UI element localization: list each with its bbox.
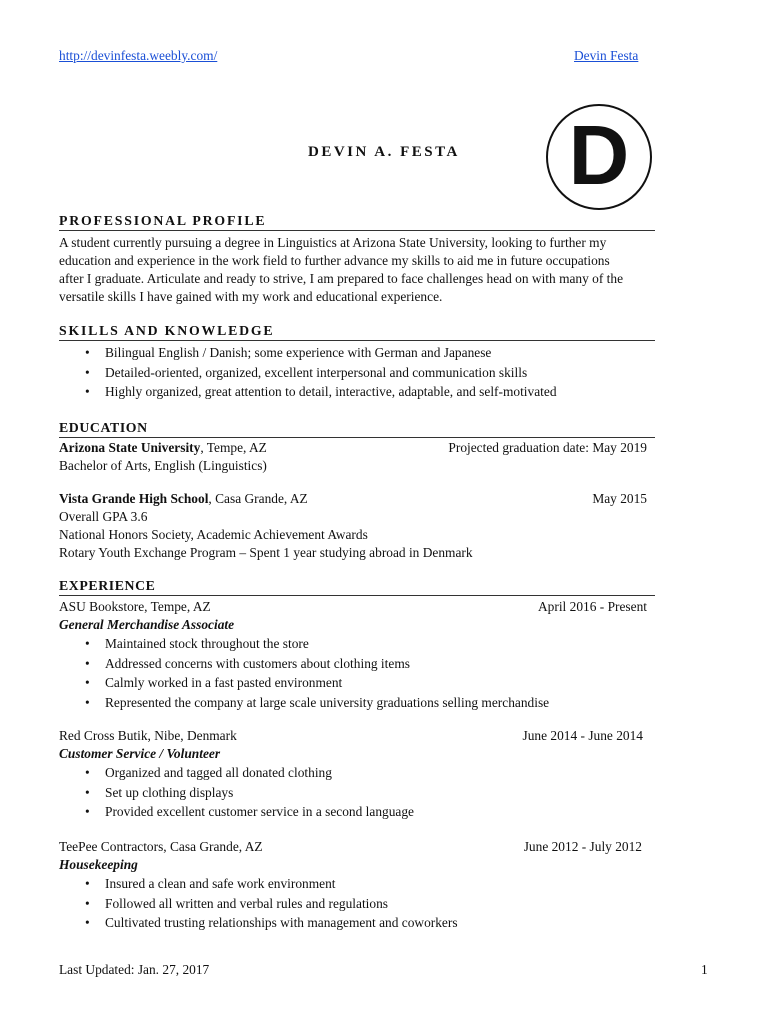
education-date: Projected graduation date: May 2019 xyxy=(448,440,647,455)
section-heading-experience: EXPERIENCE xyxy=(59,578,655,596)
profile-line: education and experience in the work field to further advance my skills to aid me in future occupations xyxy=(59,253,610,268)
education-date: May 2015 xyxy=(592,491,647,506)
education-detail: Overall GPA 3.6 xyxy=(59,509,148,524)
job-header xyxy=(59,727,643,745)
job-date: June 2014 - June 2014 xyxy=(522,728,643,743)
job-bullets xyxy=(59,763,659,822)
education-detail: National Honors Society, Academic Achievement Awards xyxy=(59,527,368,542)
job-date: April 2016 - Present xyxy=(538,599,647,614)
education-school: Arizona State University, Tempe, AZ xyxy=(59,440,267,455)
profile-line: versatile skills I have gained with my work and educational experience. xyxy=(59,289,443,304)
education-detail: Rotary Youth Exchange Program – Spent 1 year studying abroad in Denmark xyxy=(59,545,473,560)
list-item: • Cultivated trusting relationships with management and coworkers xyxy=(59,913,659,933)
job-title: General Merchandise Associate xyxy=(59,617,235,632)
section-heading-profile: PROFESSIONAL PROFILE xyxy=(59,213,655,231)
resume-name: DEVIN A. FESTA xyxy=(308,144,460,160)
list-item: • Organized and tagged all donated clothing xyxy=(59,763,659,783)
job-title: Housekeeping xyxy=(59,857,138,872)
job-employer: ASU Bookstore, Tempe, AZ xyxy=(59,599,211,614)
job-header xyxy=(59,598,647,616)
list-item: • Represented the company at large scale university graduations selling merchandise xyxy=(59,693,659,713)
profile-text xyxy=(59,234,659,306)
job-header xyxy=(59,838,642,856)
logo-letter: D xyxy=(568,108,630,202)
skills-list xyxy=(59,343,659,402)
job-employer: Red Cross Butik, Nibe, Denmark xyxy=(59,728,237,743)
list-item: • Calmly worked in a fast pasted environment xyxy=(59,673,659,693)
monogram-logo xyxy=(546,104,652,210)
author-link[interactable]: Devin Festa xyxy=(574,48,639,63)
list-item: • Detailed-oriented, organized, excellent interpersonal and communication skills xyxy=(59,363,659,383)
education-school: Vista Grande High School, Casa Grande, AZ xyxy=(59,491,308,506)
list-item: • Insured a clean and safe work environment xyxy=(59,874,659,894)
job-bullets xyxy=(59,874,659,933)
section-heading-skills: SKILLS AND KNOWLEDGE xyxy=(59,323,655,341)
list-item: • Followed all written and verbal rules and regulations xyxy=(59,894,659,914)
education-detail: Bachelor of Arts, English (Linguistics) xyxy=(59,458,267,473)
list-item: • Bilingual English / Danish; some experience with German and Japanese xyxy=(59,343,659,363)
list-item: • Maintained stock throughout the store xyxy=(59,634,659,654)
education-entry-header xyxy=(59,490,647,508)
list-item: • Highly organized, great attention to detail, interactive, adaptable, and self-motivated xyxy=(59,382,659,402)
section-heading-education: EDUCATION xyxy=(59,420,655,438)
list-item: • Provided excellent customer service in a second language xyxy=(59,802,659,822)
last-updated: Last Updated: Jan. 27, 2017 xyxy=(59,962,210,977)
page-number: 1 xyxy=(701,962,708,977)
job-employer: TeePee Contractors, Casa Grande, AZ xyxy=(59,839,263,854)
job-bullets xyxy=(59,634,659,712)
job-title: Customer Service / Volunteer xyxy=(59,746,221,761)
list-item: • Set up clothing displays xyxy=(59,783,659,803)
education-entry-header xyxy=(59,439,647,457)
list-item: • Addressed concerns with customers about clothing items xyxy=(59,654,659,674)
website-link[interactable]: http://devinfesta.weebly.com/ xyxy=(59,48,218,63)
profile-line: after I graduate. Articulate and ready to strive, I am prepared to face challenges head on with many of the xyxy=(59,271,624,286)
job-date: June 2012 - July 2012 xyxy=(523,839,642,854)
profile-line: A student currently pursuing a degree in Linguistics at Arizona State University, looking to further my xyxy=(59,235,607,250)
